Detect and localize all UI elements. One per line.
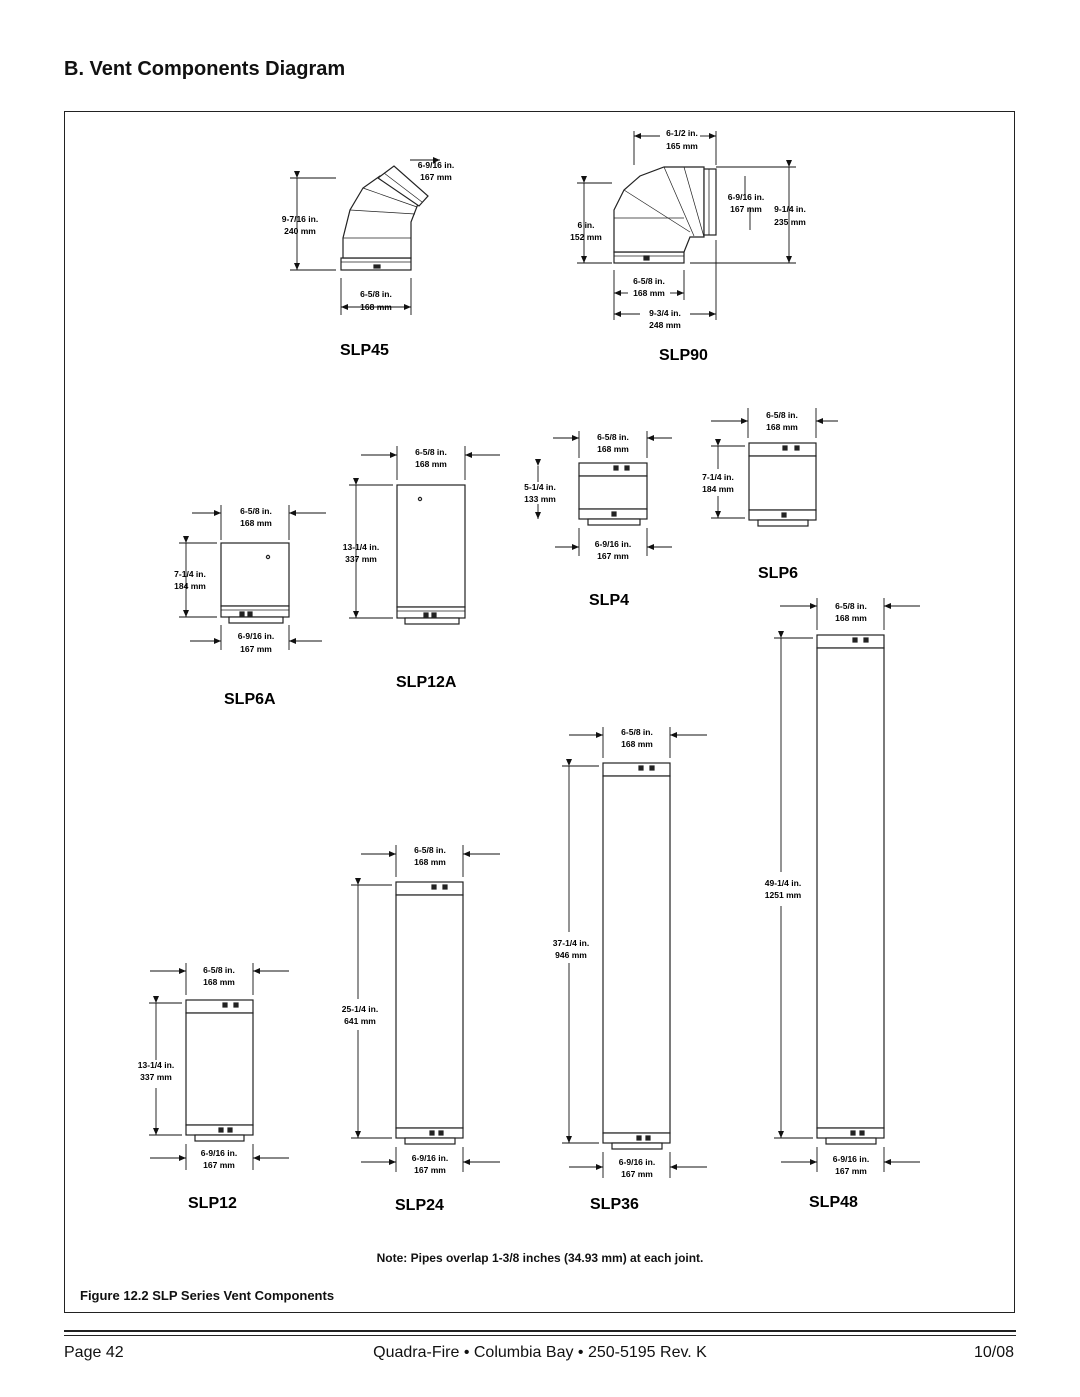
slp6a-pipe: [221, 543, 289, 623]
slp48-top-mm: 168 mm: [835, 613, 867, 623]
slp4-label: SLP4: [589, 592, 630, 609]
slp90-bottom-in: 6-5/8 in.: [633, 276, 665, 286]
slp36-pipe: [603, 763, 670, 1149]
page-number: Page 42: [64, 1344, 124, 1361]
slp4-top-in: 6-5/8 in.: [597, 432, 629, 442]
slp45-top-mm: 167 mm: [420, 172, 452, 182]
slp4-height-in: 5-1/4 in.: [524, 482, 556, 492]
footer-product: Quadra-Fire • Columbia Bay • 250-5195 Rev. K: [373, 1344, 707, 1361]
slp45-bottom-mm: 168 mm: [360, 302, 392, 312]
slp45-bottom-in: 6-5/8 in.: [360, 289, 392, 299]
slp4-height-mm: 133 mm: [524, 494, 556, 504]
section-title: B. Vent Components Diagram: [64, 58, 346, 80]
slp6a-height-in: 7-1/4 in.: [174, 569, 206, 579]
slp24-height-in: 25-1/4 in.: [341, 1004, 379, 1014]
slp90-side-mm: 167 mm: [730, 204, 762, 214]
slp48-height-mm: 1251 mm: [764, 890, 802, 900]
slp36-bottom-mm: 167 mm: [621, 1169, 653, 1179]
slp48-height-in: 49-1/4 in.: [764, 878, 802, 888]
slp6-height-mm: 184 mm: [702, 484, 734, 494]
slp6a-top-in: 6-5/8 in.: [240, 506, 272, 516]
slp36-top-in: 6-5/8 in.: [621, 727, 653, 737]
slp90-side-in: 6-9/16 in.: [727, 192, 765, 202]
slp4-bottom-mm: 167 mm: [597, 551, 629, 561]
footer-rule: [64, 1330, 1016, 1332]
slp12-height-mm: 337 mm: [140, 1072, 172, 1082]
slp6a-bottom-mm: 167 mm: [240, 644, 272, 654]
slp90-height-right-in: 9-1/4 in.: [774, 204, 806, 214]
slp12-top-mm: 168 mm: [203, 977, 235, 987]
slp12a-height-in: 13-1/4 in.: [342, 542, 380, 552]
slp6-top-in: 6-5/8 in.: [766, 410, 798, 420]
slp45-top-in: 6-9/16 in.: [417, 160, 455, 170]
overlap-note: Note: Pipes overlap 1-3/8 inches (34.93 mm) at each joint.: [376, 1251, 704, 1265]
slp36-label: SLP36: [590, 1196, 639, 1213]
slp90-height-right-mm: 235 mm: [774, 217, 806, 227]
slp6-height-in: 7-1/4 in.: [702, 472, 734, 482]
figure-caption: Figure 12.2 SLP Series Vent Components: [80, 1288, 335, 1303]
slp24-bottom-mm: 167 mm: [414, 1165, 446, 1175]
slp12a-top-mm: 168 mm: [415, 459, 447, 469]
slp12a-top-in: 6-5/8 in.: [415, 447, 447, 457]
slp6a-top-mm: 168 mm: [240, 518, 272, 528]
slp12-label: SLP12: [188, 1195, 237, 1212]
slp6-label: SLP6: [758, 565, 799, 582]
slp36-bottom-in: 6-9/16 in.: [618, 1157, 656, 1167]
slp90-body: [614, 167, 704, 252]
slp4-bottom-in: 6-9/16 in.: [594, 539, 632, 549]
slp12-bottom-in: 6-9/16 in.: [200, 1148, 238, 1158]
slp48-top-in: 6-5/8 in.: [835, 601, 867, 611]
slp90-elbow: [614, 167, 716, 263]
slp90-bottom-mm: 168 mm: [633, 288, 665, 298]
slp48-bottom-mm: 167 mm: [835, 1166, 867, 1176]
footer-date: 10/08: [973, 1344, 1014, 1361]
slp24-top-in: 6-5/8 in.: [414, 845, 446, 855]
slp90-side-collar: [704, 169, 716, 235]
slp12-bottom-mm: 167 mm: [203, 1160, 235, 1170]
slp45-height-mm: 240 mm: [284, 226, 316, 236]
slp90-label: SLP90: [659, 347, 708, 364]
slp6-pipe: [749, 443, 816, 526]
slp12a-height-mm: 337 mm: [345, 554, 377, 564]
slp6a-label: SLP6A: [224, 691, 276, 708]
slp4-top-mm: 168 mm: [597, 444, 629, 454]
slp24-top-mm: 168 mm: [414, 857, 446, 867]
slp12-top-in: 6-5/8 in.: [203, 965, 235, 975]
slp24-bottom-in: 6-9/16 in.: [411, 1153, 449, 1163]
slp90-height-left-in: 6 in.: [577, 220, 595, 230]
slp48-pipe: [817, 635, 884, 1144]
slp4-pipe: [579, 463, 647, 525]
slp12a-pipe: [397, 485, 465, 624]
slp90-top-in: 6-1/2 in.: [666, 128, 698, 138]
slp45-elbow: [341, 166, 428, 270]
slp6-top-mm: 168 mm: [766, 422, 798, 432]
slp36-top-mm: 168 mm: [621, 739, 653, 749]
slp12-height-in: 13-1/4 in.: [137, 1060, 175, 1070]
slp12a-label: SLP12A: [396, 674, 457, 691]
slp45-label: SLP45: [340, 342, 389, 359]
slp36-height-mm: 946 mm: [555, 950, 587, 960]
slp90-width-in: 9-3/4 in.: [649, 308, 681, 318]
slp12-pipe: [186, 1000, 253, 1141]
slp90-height-left-mm: 152 mm: [570, 232, 602, 242]
slp45-height-in: 9-7/16 in.: [281, 214, 319, 224]
footer-rule-thin: [64, 1335, 1016, 1336]
slp6a-bottom-in: 6-9/16 in.: [237, 631, 275, 641]
slp24-label: SLP24: [395, 1197, 444, 1214]
slp90-top-mm: 165 mm: [666, 141, 698, 151]
slp24-height-mm: 641 mm: [344, 1016, 376, 1026]
slp48-label: SLP48: [809, 1194, 858, 1211]
slp48-bottom-in: 6-9/16 in.: [832, 1154, 870, 1164]
slp24-pipe: [396, 882, 463, 1144]
slp36-height-in: 37-1/4 in.: [552, 938, 590, 948]
slp90-width-mm: 248 mm: [649, 320, 681, 330]
slp6a-height-mm: 184 mm: [174, 581, 206, 591]
